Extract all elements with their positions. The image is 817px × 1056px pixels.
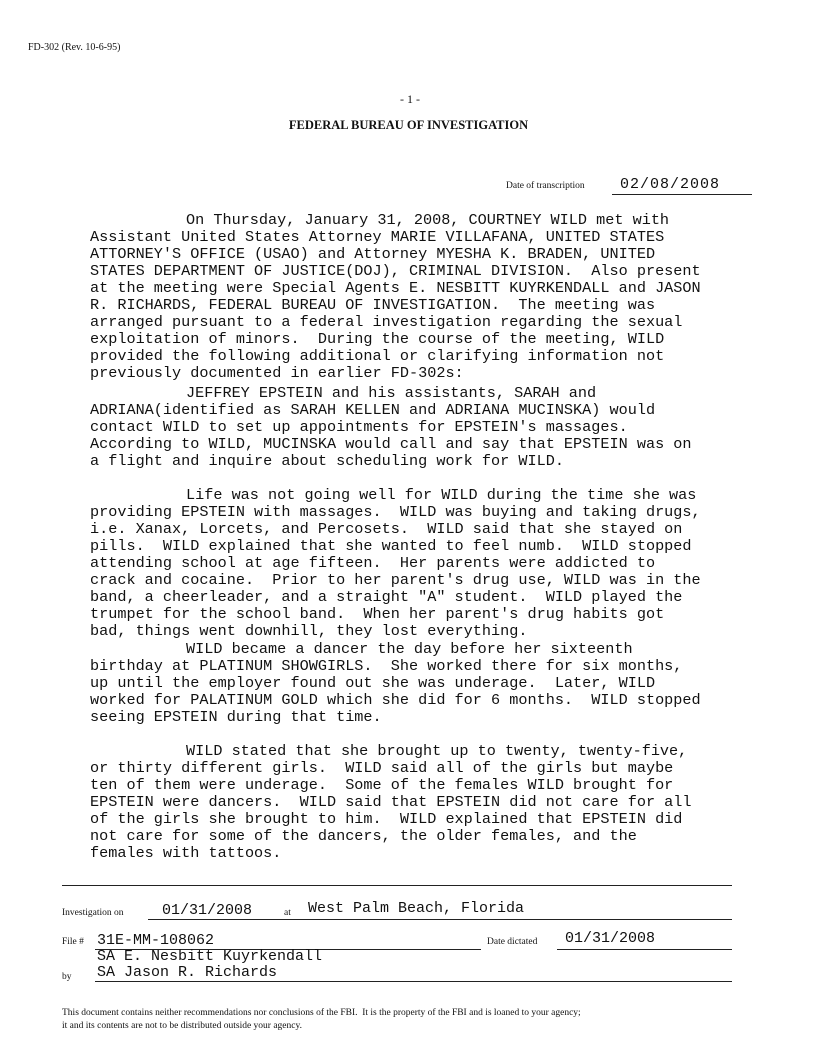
body-line: worked for PALATINUM GOLD which she did for 6 months. WILD stopped xyxy=(90,691,701,709)
body-line: birthday at PLATINUM SHOWGIRLS. She worked there for six months, xyxy=(90,657,683,675)
body-line: band, a cheerleader, and a straight "A" student. WILD played the xyxy=(90,588,683,606)
body-line: ADRIANA(identified as SARAH KELLEN and ADRIANA MUCINSKA) would xyxy=(90,401,656,419)
by-underline xyxy=(95,981,732,982)
body-line: EPSTEIN were dancers. WILD said that EPSTEIN did not care for all xyxy=(90,793,692,811)
body-line: providing EPSTEIN with massages. WILD was buying and taking drugs, xyxy=(90,503,701,521)
body-line: contact WILD to set up appointments for EPSTEIN's massages. xyxy=(90,418,628,436)
body-line: WILD stated that she brought up to twenty, twenty-five, xyxy=(186,742,688,760)
disclaimer-line-1: This document contains neither recommendations nor conclusions of the FBI. It is the property of the FBI and is loaned to your agency; xyxy=(62,1008,581,1018)
body-line: pills. WILD explained that she wanted to feel numb. WILD stopped xyxy=(90,537,692,555)
investigation-on-label: Investigation on xyxy=(62,908,124,918)
body-line: On Thursday, January 31, 2008, COURTNEY WILD met with xyxy=(186,211,670,229)
body-line: ten of them were underage. Some of the females WILD brought for xyxy=(90,776,674,794)
dictated-underline xyxy=(557,949,732,950)
body-line: females with tattoos. xyxy=(90,844,282,862)
body-line: exploitation of minors. During the course of the meeting, WILD xyxy=(90,330,665,348)
body-line: crack and cocaine. Prior to her parent's drug use, WILD was in the xyxy=(90,571,701,589)
at-label: at xyxy=(284,908,291,918)
body-line: Life was not going well for WILD during the time she was xyxy=(186,486,697,504)
body-line: bad, things went downhill, they lost everything. xyxy=(90,622,528,640)
form-id: FD-302 (Rev. 10-6-95) xyxy=(28,42,121,53)
disclaimer-line-2: it and its contents are not to be distributed outside your agency. xyxy=(62,1021,302,1031)
body-line: JEFFREY EPSTEIN and his assistants, SARAH and xyxy=(186,384,597,402)
date-dictated: 01/31/2008 xyxy=(565,930,656,947)
transcription-date: 02/08/2008 xyxy=(620,176,721,193)
location: West Palm Beach, Florida xyxy=(308,900,525,917)
agent-2: SA Jason R. Richards xyxy=(97,964,278,981)
body-line: WILD became a dancer the day before her sixteenth xyxy=(186,640,633,658)
date-dictated-label: Date dictated xyxy=(487,937,538,947)
body-line: a flight and inquire about scheduling work for WILD. xyxy=(90,452,564,470)
body-line: ATTORNEY'S OFFICE (USAO) and Attorney MYESHA K. BRADEN, UNITED xyxy=(90,245,656,263)
body-line: provided the following additional or clarifying information not xyxy=(90,347,665,365)
file-label: File # xyxy=(62,937,84,947)
page-number: - 1 - xyxy=(400,92,420,106)
body-line: Assistant United States Attorney MARIE VILLAFANA, UNITED STATES xyxy=(90,228,665,246)
form-top-rule xyxy=(62,885,732,886)
body-line: R. RICHARDS, FEDERAL BUREAU OF INVESTIGATION. The meeting was xyxy=(90,296,656,314)
body-line: of the girls she brought to him. WILD explained that EPSTEIN did xyxy=(90,810,683,828)
body-line: STATES DEPARTMENT OF JUSTICE(DOJ), CRIMINAL DIVISION. Also present xyxy=(90,262,701,280)
body-line: at the meeting were Special Agents E. NESBITT KUYRKENDALL and JASON xyxy=(90,279,701,297)
body-line: trumpet for the school band. When her parent's drug habits got xyxy=(90,605,665,623)
transcription-underline xyxy=(612,194,752,195)
file-number: 31E-MM-108062 xyxy=(97,932,215,949)
agent-1: SA E. Nesbitt Kuyrkendall xyxy=(97,948,323,965)
by-label: by xyxy=(62,972,72,982)
body-line: seeing EPSTEIN during that time. xyxy=(90,708,382,726)
investigation-date: 01/31/2008 xyxy=(162,902,253,919)
body-line: i.e. Xanax, Lorcets, and Percosets. WILD said that she stayed on xyxy=(90,520,683,538)
body-line: According to WILD, MUCINSKA would call and say that EPSTEIN was on xyxy=(90,435,692,453)
investigation-underline xyxy=(148,919,732,920)
body-line: not care for some of the dancers, the older females, and the xyxy=(90,827,637,845)
body-line: previously documented in earlier FD-302s: xyxy=(90,364,464,382)
body-line: arranged pursuant to a federal investigation regarding the sexual xyxy=(90,313,683,331)
body-line: or thirty different girls. WILD said all of the girls but maybe xyxy=(90,759,674,777)
agency-title: FEDERAL BUREAU OF INVESTIGATION xyxy=(288,118,529,132)
body-line: up until the employer found out she was underage. Later, WILD xyxy=(90,674,656,692)
transcription-label: Date of transcription xyxy=(506,181,585,191)
body-line: attending school at age fifteen. Her parents were addicted to xyxy=(90,554,656,572)
